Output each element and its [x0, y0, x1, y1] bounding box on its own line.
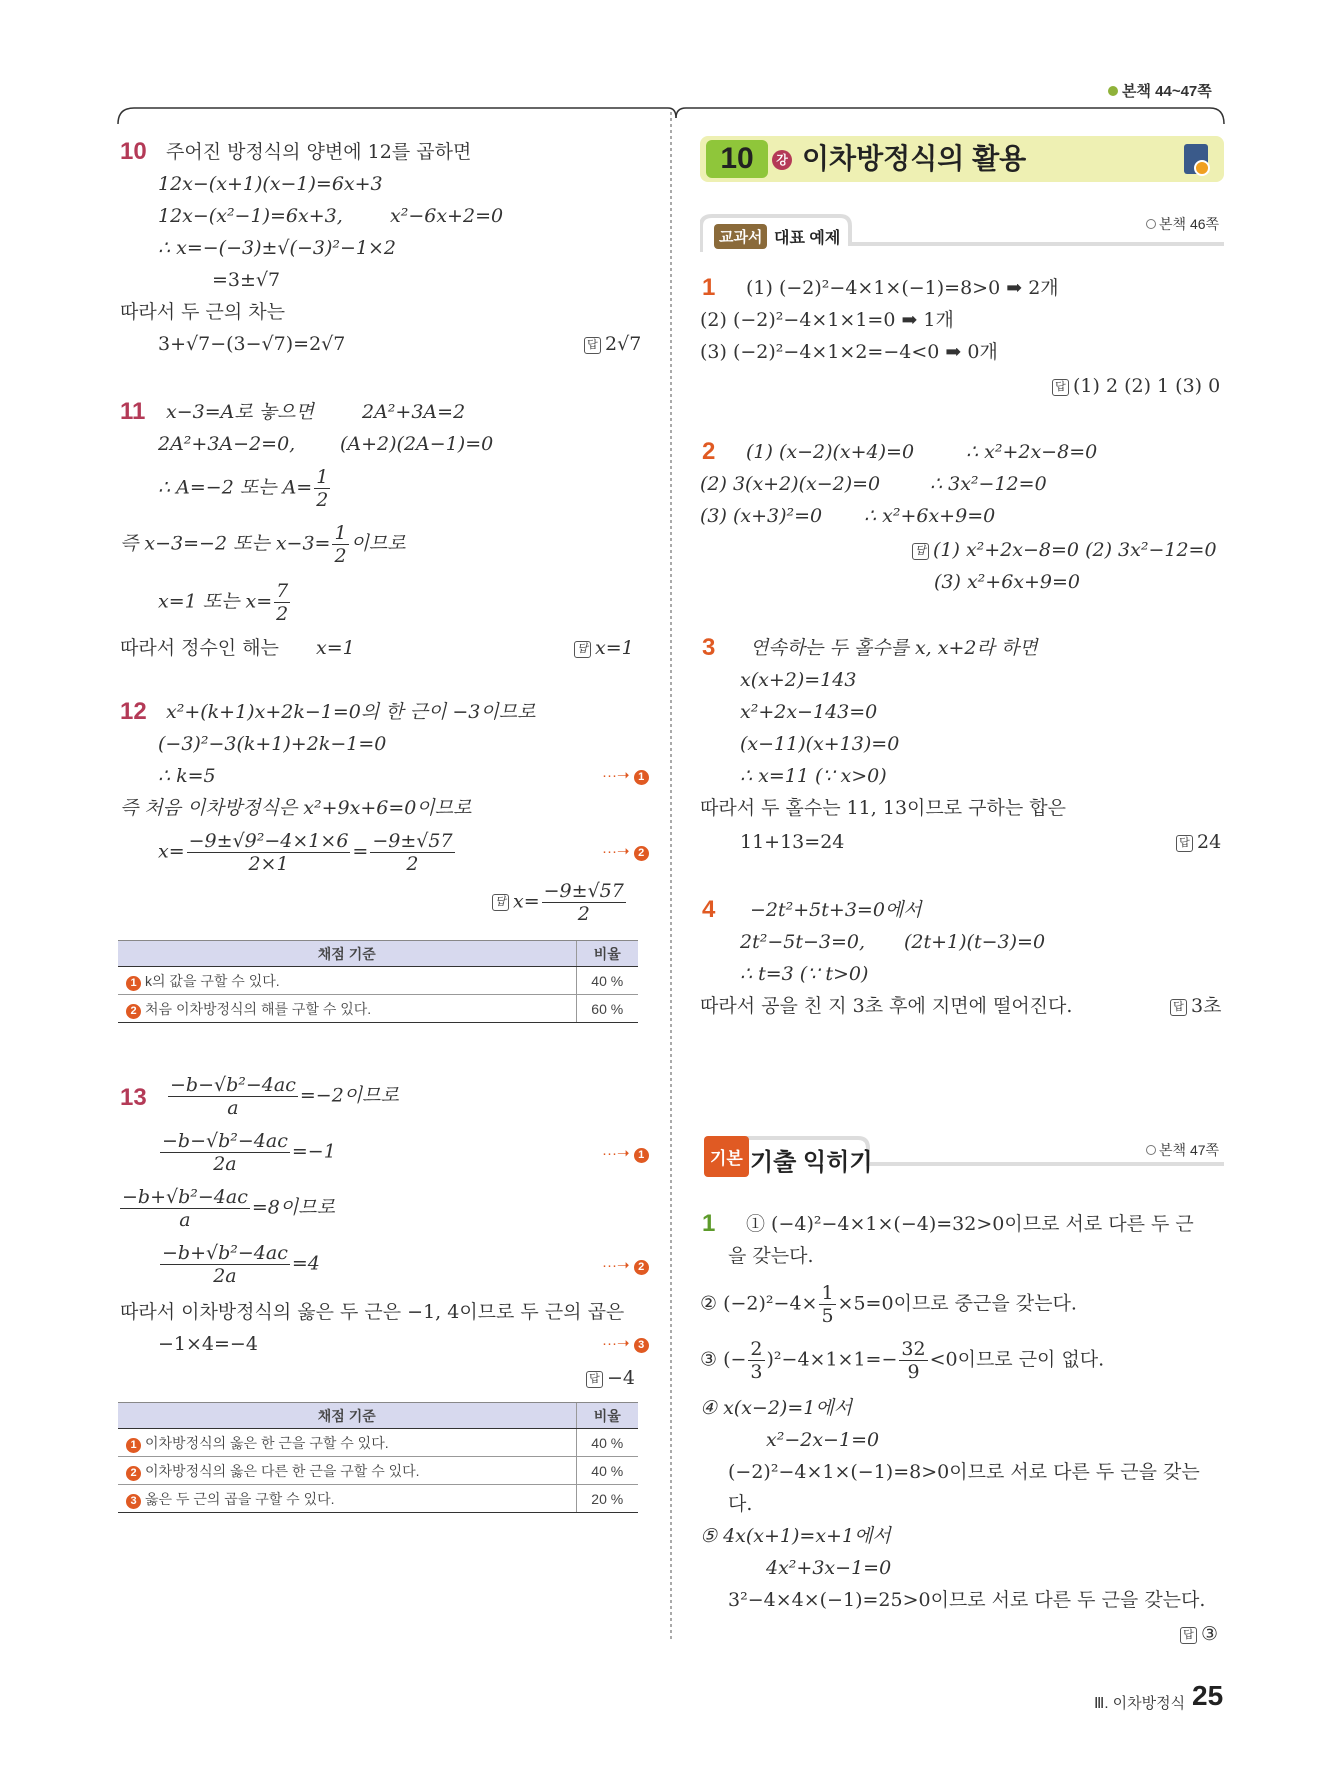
- equation: x= $\frac{\text{−9±√9²−4×1×6}}{2\times 1}$ = $\frac{-9\pm√57}{2}$: [158, 830, 453, 875]
- equation: (1) (−2)²−4×1×(−1)=8>0 ➡ 2개: [746, 277, 1059, 299]
- lesson-title: 이차방정식의 활용: [802, 143, 1027, 174]
- page-number: 25: [1192, 1680, 1224, 1711]
- lesson-gang-badge: 강: [772, 150, 792, 170]
- answer-icon: 답: [586, 1371, 603, 1388]
- answer: 답 2√7: [584, 332, 641, 356]
- equation: ∴ x=11 (∵ x>0): [740, 765, 887, 787]
- text-line: 다.: [728, 1493, 753, 1515]
- problem-number: 3: [702, 634, 716, 661]
- problem-number: 1: [702, 1210, 716, 1237]
- text-line: 즉 처음 이차방정식은 x²+9x+6=0이므로: [120, 797, 472, 819]
- table-row: 2 이차방정식의 옳은 다른 한 근을 구할 수 있다. 40 %: [118, 1457, 638, 1485]
- equation: (3) (−2)²−4×1×2=−4<0 ➡ 0개: [700, 341, 998, 363]
- equation: x²−2x−1=0: [766, 1429, 880, 1451]
- equation: 3+√7−(3−√7)=2√7: [158, 333, 346, 355]
- equation: (x−11)(x+13)=0: [740, 733, 900, 755]
- equation: $\frac{\text{−b+√b²−4ac}}{a}$ =8이므로: [122, 1186, 335, 1231]
- equation: −1×4=−4: [158, 1333, 258, 1355]
- equation: x²+2x−143=0: [740, 701, 878, 723]
- equation: (A+2)(2A−1)=0: [340, 433, 494, 455]
- problem-number: 2: [702, 438, 716, 465]
- answer-continued: (3) x²+6x+9=0: [934, 571, 1081, 593]
- equation: (3) (x+3)²=0: [700, 505, 823, 527]
- equation: (2) 3(x+2)(x−2)=0: [700, 473, 881, 495]
- equation: ∴ x²+2x−8=0: [966, 441, 1098, 463]
- problem-number: 12: [120, 698, 147, 725]
- equation: 11+13=24: [740, 831, 845, 853]
- answer: 답 (1) 2 (2) 1 (3) 0: [1052, 374, 1220, 398]
- table-header: 비율: [576, 941, 638, 967]
- answer-icon: 답: [492, 894, 509, 911]
- page-reference: 본책 44~47쪽: [1108, 80, 1212, 101]
- equation: ∴ t=3 (∵ t>0): [740, 963, 869, 985]
- equation: ∴ x=−(−3)±√(−3)²−1×2: [158, 237, 397, 259]
- answer: 답 x= $\frac{-9\pm√57}{2}$: [492, 880, 628, 925]
- table-row: 3 옳은 두 근의 곱을 구할 수 있다. 20 %: [118, 1485, 638, 1513]
- equation: −2t²+5t+3=0에서: [750, 899, 922, 921]
- equation: (1) (x−2)(x+4)=0: [746, 441, 915, 463]
- table-header: 채점 기준: [118, 941, 576, 967]
- answer-icon: 답: [1052, 379, 1069, 396]
- answer: 답 24: [1176, 830, 1221, 854]
- table-row: 1 이차방정식의 옳은 한 근을 구할 수 있다. 40 %: [118, 1429, 638, 1457]
- text-line: (−2)²−4×1×(−1)=8>0이므로 서로 다른 두 근을 갖는: [728, 1461, 1200, 1483]
- lesson-number: 10: [706, 140, 768, 178]
- table-header: 비율: [576, 1403, 638, 1429]
- equation: (2) (−2)²−4×1×1=0 ➡ 1개: [700, 309, 954, 331]
- circle-icon: [1146, 1145, 1156, 1155]
- answer-icon: 답: [584, 337, 601, 354]
- step-marker: ···➝ 2: [602, 1256, 653, 1275]
- equation: (2t+1)(t−3)=0: [904, 931, 1046, 953]
- step-marker: ···➝ 3: [602, 1334, 653, 1353]
- table-header: 채점 기준: [118, 1403, 576, 1429]
- equation: ③ (− $\frac{2}{3}$ )²−4×1×1=− $\frac{32}{9}$ <0이므로 근이 없다.: [700, 1338, 1105, 1383]
- equation: $\frac{\text{−b+√b²−4ac}}{2a}$ =4: [162, 1242, 320, 1287]
- equation: 즉 x−3=−2 또는 x−3= $\frac{1}{2}$ 이므로: [120, 522, 406, 567]
- chapter-label: Ⅲ. 이차방정식: [1094, 1695, 1186, 1712]
- text-line: 따라서 두 홀수는 11, 13이므로 구하는 합은: [700, 797, 1066, 819]
- section-tag: 교과서: [714, 224, 767, 249]
- answer-icon: 답: [574, 641, 591, 658]
- step-marker: ···➝ 1: [602, 1144, 653, 1163]
- text-line: 3²−4×4×(−1)=25>0이므로 서로 다른 두 근을 갖는다.: [728, 1589, 1206, 1611]
- problem-number: 1: [702, 274, 716, 301]
- equation: 2A²+3A−2=0,: [158, 433, 296, 455]
- equation: 2A²+3A=2: [362, 401, 466, 423]
- answer-icon: 답: [912, 543, 929, 560]
- step-marker: ···➝ 1: [602, 766, 653, 785]
- answer: 답 (1) x²+2x−8=0 (2) 3x²−12=0: [912, 538, 1217, 562]
- equation: 4x²+3x−1=0: [766, 1557, 892, 1579]
- answer-icon: 답: [1180, 1627, 1197, 1644]
- equation: ⑤ 4x(x+1)=x+1에서: [700, 1525, 891, 1547]
- text-line: 연속하는 두 홀수를 x, x+2라 하면: [750, 637, 1038, 659]
- scoring-table: [118, 1402, 638, 1513]
- equation: 12x−(x+1)(x−1)=6x+3: [158, 173, 383, 195]
- table-row: 1 k의 값을 구할 수 있다. 40 %: [118, 967, 638, 995]
- equation: (−3)²−3(k+1)+2k−1=0: [158, 733, 387, 755]
- section-label: 대표 예제: [774, 230, 841, 247]
- equation: x(x+2)=143: [740, 669, 857, 691]
- text-line: ① (−4)²−4×1×(−4)=32>0이므로 서로 다른 두 근: [746, 1213, 1194, 1235]
- answer: 답 x=1: [574, 636, 634, 660]
- answer-icon: 답: [1176, 835, 1193, 852]
- section-label: 기출 익히기: [750, 1149, 873, 1176]
- equation: x=1: [316, 637, 355, 659]
- problem-number: 13: [120, 1084, 147, 1111]
- equation: ∴ 3x²−12=0: [930, 473, 1047, 495]
- equation: ④ x(x−2)=1에서: [700, 1397, 853, 1419]
- section-reference: 본책 46쪽: [1146, 214, 1219, 234]
- text-line: 따라서 이차방정식의 옳은 두 근은 −1, 4이므로 두 근의 곱은: [120, 1301, 625, 1323]
- answer: 답 ③: [1180, 1622, 1218, 1646]
- problem-number: 10: [120, 138, 147, 165]
- text-line: 따라서 정수인 해는: [120, 637, 279, 659]
- equation: ② (−2)²−4× $\frac{1}{5}$ ×5=0이므로 중근을 갖는다.: [700, 1282, 1077, 1327]
- equation: x=1 또는 x= $\frac{7}{2}$: [158, 580, 289, 625]
- section-reference: 본책 47쪽: [1146, 1140, 1219, 1160]
- equation: $\frac{\text{−b−√b²−4ac}}{a}$ =−2이므로: [170, 1074, 399, 1119]
- equation: =3±√7: [212, 269, 281, 291]
- answer: 답 −4: [586, 1366, 635, 1390]
- step-marker: ···➝ 2: [602, 842, 653, 861]
- text-line: x−3=A로 놓으면: [166, 401, 314, 423]
- equation: $\frac{\text{−b−√b²−4ac}}{2a}$ =−1: [162, 1130, 336, 1175]
- circle-icon: [1146, 219, 1156, 229]
- equation: ∴ k=5: [158, 765, 216, 787]
- equation: x²−6x+2=0: [390, 205, 504, 227]
- text-line: 따라서 공을 친 지 3초 후에 지면에 떨어진다.: [700, 995, 1073, 1017]
- equation: ∴ x²+6x+9=0: [864, 505, 996, 527]
- text-line: 을 갖는다.: [728, 1245, 814, 1267]
- section-tag: 기본: [704, 1136, 749, 1177]
- scoring-table: [118, 940, 638, 1023]
- problem-number: 4: [702, 896, 716, 923]
- book-clock-icon: [1184, 144, 1208, 174]
- table-row: 2 처음 이차방정식의 해를 구할 수 있다. 60 %: [118, 995, 638, 1023]
- answer-icon: 답: [1170, 999, 1187, 1016]
- answer: 답 3초: [1170, 994, 1221, 1018]
- problem-number: 11: [120, 398, 146, 425]
- equation: 12x−(x²−1)=6x+3,: [158, 205, 343, 227]
- text-line: x²+(k+1)x+2k−1=0의 한 근이 −3이므로: [166, 701, 536, 723]
- equation: 2t²−5t−3=0,: [740, 931, 866, 953]
- text-line: 따라서 두 근의 차는: [120, 301, 285, 323]
- text-line: 주어진 방정식의 양변에 12를 곱하면: [166, 141, 472, 163]
- equation: ∴ A=−2 또는 A= $\frac{1}{2}$: [158, 466, 329, 511]
